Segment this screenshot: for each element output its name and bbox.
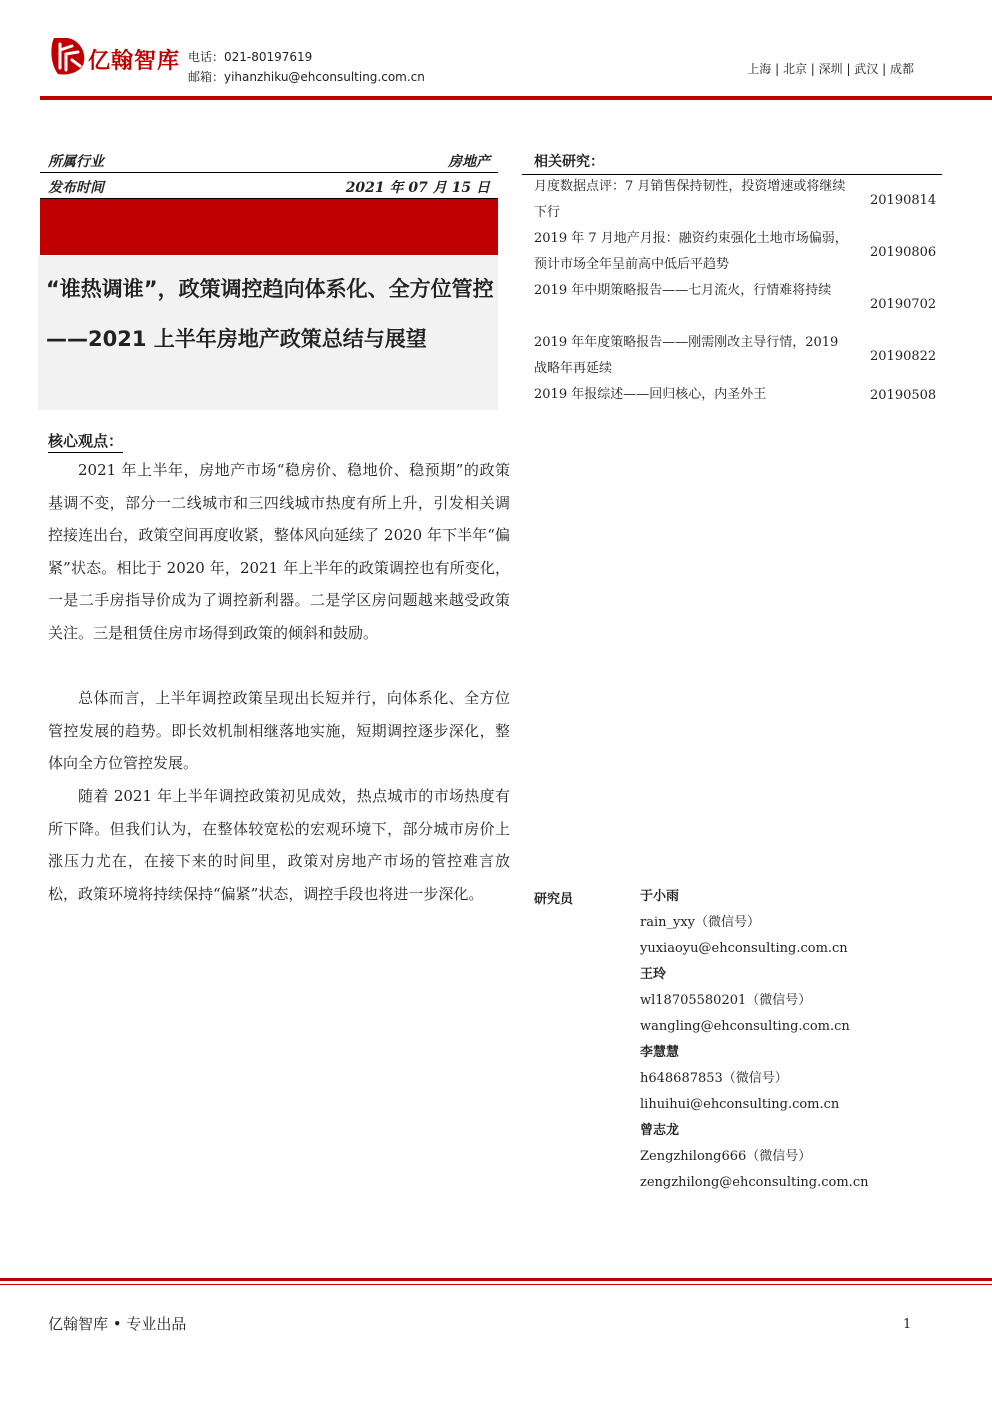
related-item-date: 20190508 [870,388,937,403]
researchers-label: 研究员 [534,892,574,907]
office-cities: 上海 | 北京 | 深圳 | 武汉 | 成都 [747,62,914,76]
researcher-wechat: Zengzhilong666（微信号） [640,1149,812,1164]
report-title: “谁热调谁”，政策调控趋向体系化、全方位管控——2021 上半年房地产政策总结与展望 [46,277,494,351]
researcher-wechat: h648687853（微信号） [640,1071,788,1086]
meta-row-industry [40,148,498,173]
meta-row-date [40,174,498,199]
core-heading: 核心观点： [48,430,123,453]
researcher-email: wangling@ehconsulting.com.cn [640,1019,850,1034]
related-heading: 相关研究： [534,154,604,170]
researcher-email: lihuihui@ehconsulting.com.cn [640,1097,840,1112]
researcher-name: 王玲 [640,967,667,982]
researcher-wechat: wl18705580201（微信号） [640,993,812,1008]
researcher-name: 曾志龙 [640,1123,680,1138]
date-value: 2021 年 07 月 15 日 [345,180,490,196]
researcher-email: yuxiaoyu@ehconsulting.com.cn [640,941,848,956]
header-divider [40,96,992,100]
contact-email: 邮箱：yihanzhiku@ehconsulting.com.cn [188,70,425,84]
core-paragraph: 总体而言，上半年调控政策呈现出长短并行，向体系化、全方位管控发展的趋势。即长效机制相继落地实施，短期调控逐步深化，整体向全方位管控发展。 [48,689,510,772]
footer-text: 亿翰智库 • 专业出品 [48,1315,187,1333]
related-item-date: 20190814 [870,193,937,208]
core-paragraph: 2021 年上半年，房地产市场“稳房价、稳地价、稳预期”的政策基调不变，部分一二线城市和三四线城市热度有所上升，引发相关调控接连出台，政策空间再度收紧，整体风向延续了 2020 年下半年“偏紧”状态。相比于 2020 年，2021 年上半年的政策调控也有所变化，一是二手房指导价成为了调控新利器。二是学区房问题越来越受政策关注。三是租赁住房市场得到政策的倾斜和鼓励。 [48,461,510,642]
page-number: 1 [903,1317,912,1332]
footer-divider [0,1278,992,1281]
researchers-list [640,884,960,1196]
related-item-title: 2019 年中期策略报告——七月流火，行情难将持续 [534,283,832,298]
researcher-wechat: rain_yxy（微信号） [640,915,761,930]
researcher-email: zengzhilong@ehconsulting.com.cn [640,1175,869,1190]
related-item-date: 20190822 [870,349,937,364]
related-item-title: 月度数据点评：7 月销售保持韧性，投资增速或将继续下行 [534,179,846,220]
researcher-name: 李慧慧 [640,1045,680,1060]
footer-divider-thin [0,1284,992,1285]
yihan-logo-icon [48,36,86,76]
researcher-name: 于小雨 [640,889,680,904]
title-red-band [40,199,498,255]
related-item-date: 20190702 [870,297,937,312]
brand-name: 亿翰智库 [88,49,181,74]
core-paragraph: 随着 2021 年上半年调控政策初见成效，热点城市的市场热度有所下降。但我们认为，在整体较宽松的宏观环境下，部分城市房价上涨压力尤在，在接下来的时间里，政策对房地产市场的管控难言放松，政策环境将持续保持“偏紧”状态，调控手段也将进一步深化。 [48,787,510,903]
title-box [38,256,498,410]
related-item-date: 20190806 [870,245,937,260]
contact-phone: 电话：021-80197619 [188,50,313,64]
industry-label: 所属行业 [48,154,104,170]
industry-value: 房地产 [448,154,490,170]
related-item-title: 2019 年报综述——回归核心，内圣外王 [534,387,767,402]
related-item-title: 2019 年年度策略报告——刚需刚改主导行情，2019 战略年再延续 [534,335,839,376]
related-item-title: 2019 年 7 月地产月报：融资约束强化土地市场偏弱，预计市场全年呈前高中低后平趋势 [534,231,848,272]
date-label: 发布时间 [48,180,104,196]
